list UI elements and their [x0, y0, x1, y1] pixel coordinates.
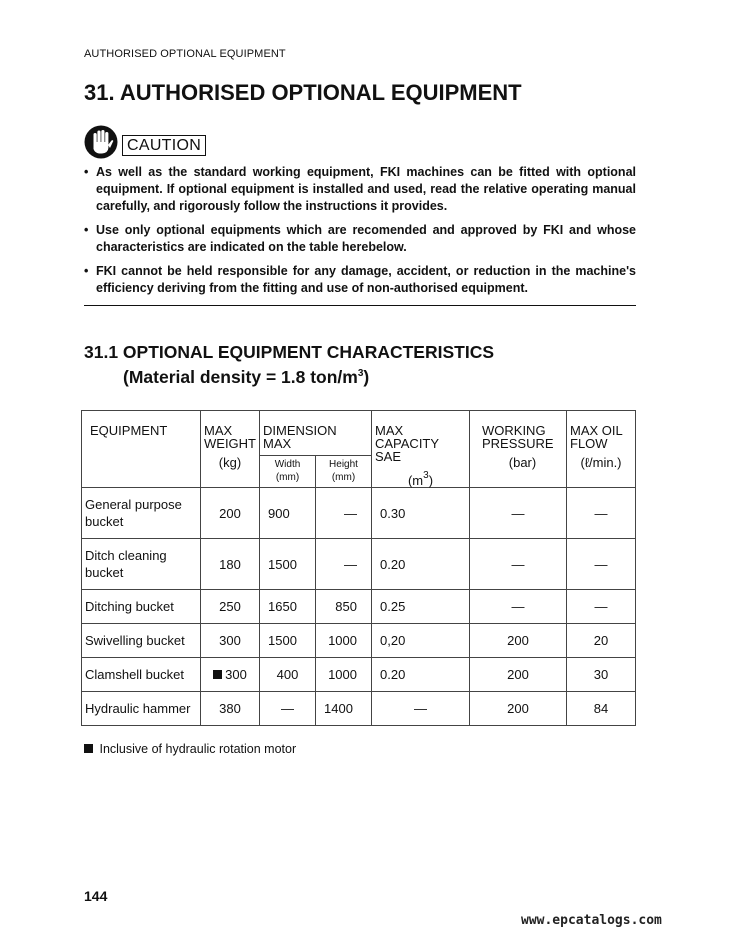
- cell-oil: —: [567, 590, 636, 624]
- caution-block: [84, 125, 206, 159]
- cell-pressure: —: [470, 488, 567, 539]
- cell-equipment: Clamshell bucket: [82, 658, 201, 692]
- subsection-title-line1: 31.1 OPTIONAL EQUIPMENT CHARACTERISTICS: [84, 342, 495, 362]
- cell-weight: 200: [201, 488, 260, 539]
- caution-label: CAUTION: [122, 135, 206, 156]
- cell-width: 1500: [260, 624, 316, 658]
- bullet-dot: •: [84, 223, 89, 237]
- cell-oil: 20: [567, 624, 636, 658]
- divider: [84, 305, 636, 306]
- cell-capacity: 0.25: [372, 590, 470, 624]
- header-max-weight: MAX WEIGHT (kg): [201, 411, 260, 488]
- cell-pressure: —: [470, 590, 567, 624]
- cell-equipment: Swivelling bucket: [82, 624, 201, 658]
- cell-equipment: Ditching bucket: [82, 590, 201, 624]
- header-dimension: DIMENSION MAX: [260, 411, 372, 456]
- table-row: [82, 692, 636, 726]
- cell-capacity: 0.20: [372, 539, 470, 590]
- cell-pressure: 200: [470, 692, 567, 726]
- footnote-text: Inclusive of hydraulic rotation motor: [99, 742, 297, 756]
- hand-stop-icon: [84, 125, 118, 159]
- caution-bullets: [84, 164, 636, 304]
- cell-pressure: —: [470, 539, 567, 590]
- header-width: Width (mm): [260, 455, 316, 487]
- section-title: 31. AUTHORISED OPTIONAL EQUIPMENT: [84, 80, 522, 105]
- cell-height: —: [316, 539, 372, 590]
- equipment-table: [81, 410, 636, 726]
- cell-weight: 380: [201, 692, 260, 726]
- cell-oil: 84: [567, 692, 636, 726]
- bullet-item: [84, 263, 636, 297]
- cell-equipment: General purpose bucket: [82, 488, 201, 539]
- watermark: www.epcatalogs.com: [521, 913, 662, 928]
- cell-pressure: 200: [470, 624, 567, 658]
- cell-capacity: 0,20: [372, 624, 470, 658]
- cell-width: —: [260, 692, 316, 726]
- bullet-text: Use only optional equipments which are recomended and approved by FKI and whose characteristics are indicated on the table herebelow.: [96, 223, 636, 254]
- cell-equipment: Hydraulic hammer: [82, 692, 201, 726]
- cell-width: 1650: [260, 590, 316, 624]
- page-number: 144: [84, 888, 108, 904]
- bullet-text: FKI cannot be held responsible for any damage, accident, or reduction in the machine's efficiency deriving from the fitting and use of non-authorised equipment.: [96, 264, 636, 295]
- cell-weight: 300: [201, 658, 260, 692]
- cell-width: 900: [260, 488, 316, 539]
- cell-height: 1000: [316, 624, 372, 658]
- cell-height: 1000: [316, 658, 372, 692]
- cell-pressure: 200: [470, 658, 567, 692]
- table-row: [82, 539, 636, 590]
- cell-weight: 300: [201, 624, 260, 658]
- header-equipment: EQUIPMENT: [82, 411, 201, 488]
- footnote-marker-icon: [213, 670, 222, 679]
- bullet-text: As well as the standard working equipment, FKI machines can be fitted with optional equipment. If optional equipment is installed and used, read the relative operating manual carefully, and rigorously follow the instructions it provides.: [96, 165, 636, 213]
- footnote: [84, 742, 296, 756]
- table-row: [82, 624, 636, 658]
- subsection-title: [84, 341, 494, 388]
- bullet-item: [84, 222, 636, 256]
- table-row: [82, 590, 636, 624]
- cell-width: 400: [260, 658, 316, 692]
- cell-height: —: [316, 488, 372, 539]
- bullet-item: [84, 164, 636, 215]
- cell-oil: 30: [567, 658, 636, 692]
- table-row: [82, 658, 636, 692]
- cell-equipment: Ditch cleaning bucket: [82, 539, 201, 590]
- cell-capacity: —: [372, 692, 470, 726]
- cell-oil: —: [567, 488, 636, 539]
- cell-weight: 180: [201, 539, 260, 590]
- cell-width: 1500: [260, 539, 316, 590]
- subsection-title-line2: (Material density = 1.8 ton/$m^3$): [123, 367, 370, 387]
- cell-weight: 250: [201, 590, 260, 624]
- running-header: AUTHORISED OPTIONAL EQUIPMENT: [84, 48, 286, 60]
- header-height: Height (mm): [316, 455, 372, 487]
- table-row: [82, 488, 636, 539]
- footnote-marker-icon: [84, 744, 93, 753]
- bullet-dot: •: [84, 165, 89, 179]
- bullet-dot: •: [84, 264, 89, 278]
- cell-height: 1400: [316, 692, 372, 726]
- cell-oil: —: [567, 539, 636, 590]
- cell-capacity: 0.20: [372, 658, 470, 692]
- cell-height: 850: [316, 590, 372, 624]
- header-capacity: MAX CAPACITY SAE $(m^3)$: [372, 411, 470, 488]
- header-pressure: WORKING PRESSURE (bar): [470, 411, 567, 488]
- table-header-row: [82, 411, 636, 456]
- cell-capacity: 0.30: [372, 488, 470, 539]
- header-oil-flow: MAX OIL FLOW (ℓ/min.): [567, 411, 636, 488]
